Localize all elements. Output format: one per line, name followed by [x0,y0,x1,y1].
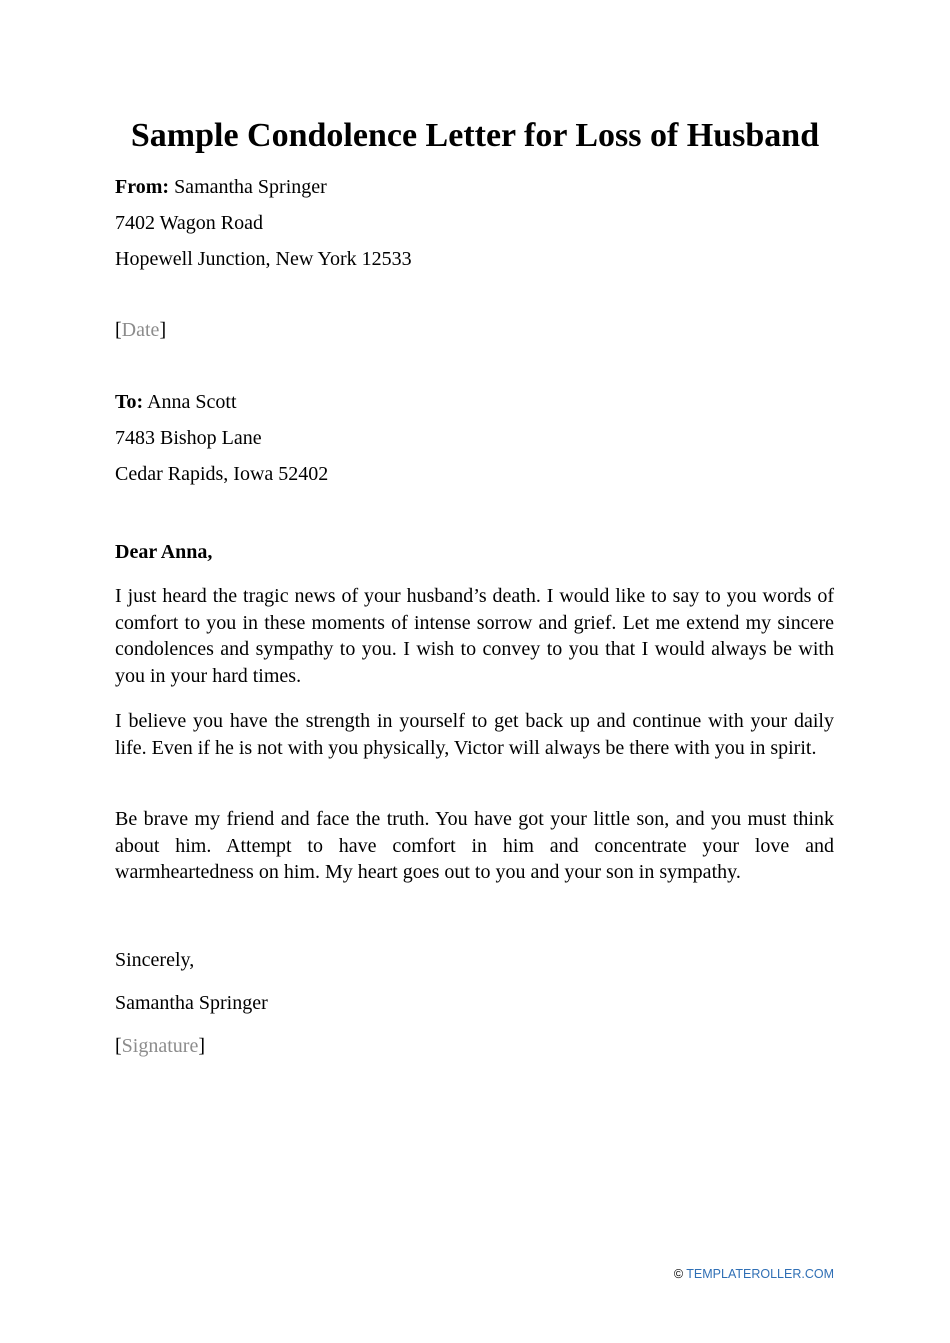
footer-brand-link[interactable]: TEMPLATEROLLER.COM [686,1267,834,1281]
date-open-bracket: [ [115,319,122,341]
signature-placeholder-text: Signature [121,1035,199,1057]
signature-open-bracket: [ [115,1035,122,1057]
recipient-label: To: [115,391,144,413]
closing-valediction: Sincerely, [115,949,195,971]
date-placeholder [115,317,166,343]
signature-placeholder [115,1033,205,1059]
sender-name-line [115,174,327,200]
body-paragraph-1: I just heard the tragic news of your husband’s death. I would like to say to you words of comfort to you in these moments of intense sorrow and grief. Let me extend my sincere condolences and sympathy to you. I wish to convey to you that I would always be with you in your hard times. [115,585,834,687]
recipient-name: Anna Scott [147,391,237,413]
recipient-name-line [115,389,237,415]
closing-name: Samantha Springer [115,992,268,1014]
date-placeholder-text: Date [121,319,160,341]
salutation: Dear Anna, [115,541,213,563]
sender-city-line: Hopewell Junction, New York 12533 [115,248,412,270]
sender-name: Samantha Springer [174,176,327,198]
footer-credit [674,1266,834,1282]
copyright-symbol: © [673,1267,684,1281]
signature-close-bracket: ] [198,1035,205,1057]
sender-label: From: [115,176,170,198]
document-title: Sample Condolence Letter for Loss of Husband [130,117,820,154]
recipient-city-line: Cedar Rapids, Iowa 52402 [115,463,329,485]
body-paragraph-3: Be brave my friend and face the truth. You have got your little son, and you must think about him. Attempt to have comfort in him and concentrate your love and warmheartedness on him. My heart goes out to you and your son in sympathy. [115,808,834,883]
date-close-bracket: ] [159,319,167,341]
recipient-street: 7483 Bishop Lane [115,427,262,449]
body-paragraph-2: I believe you have the strength in yourself to get back up and continue with your daily life. Even if he is not with you physically, Victor will always be there with you in spirit. [115,710,834,759]
sender-street: 7402 Wagon Road [115,212,264,234]
